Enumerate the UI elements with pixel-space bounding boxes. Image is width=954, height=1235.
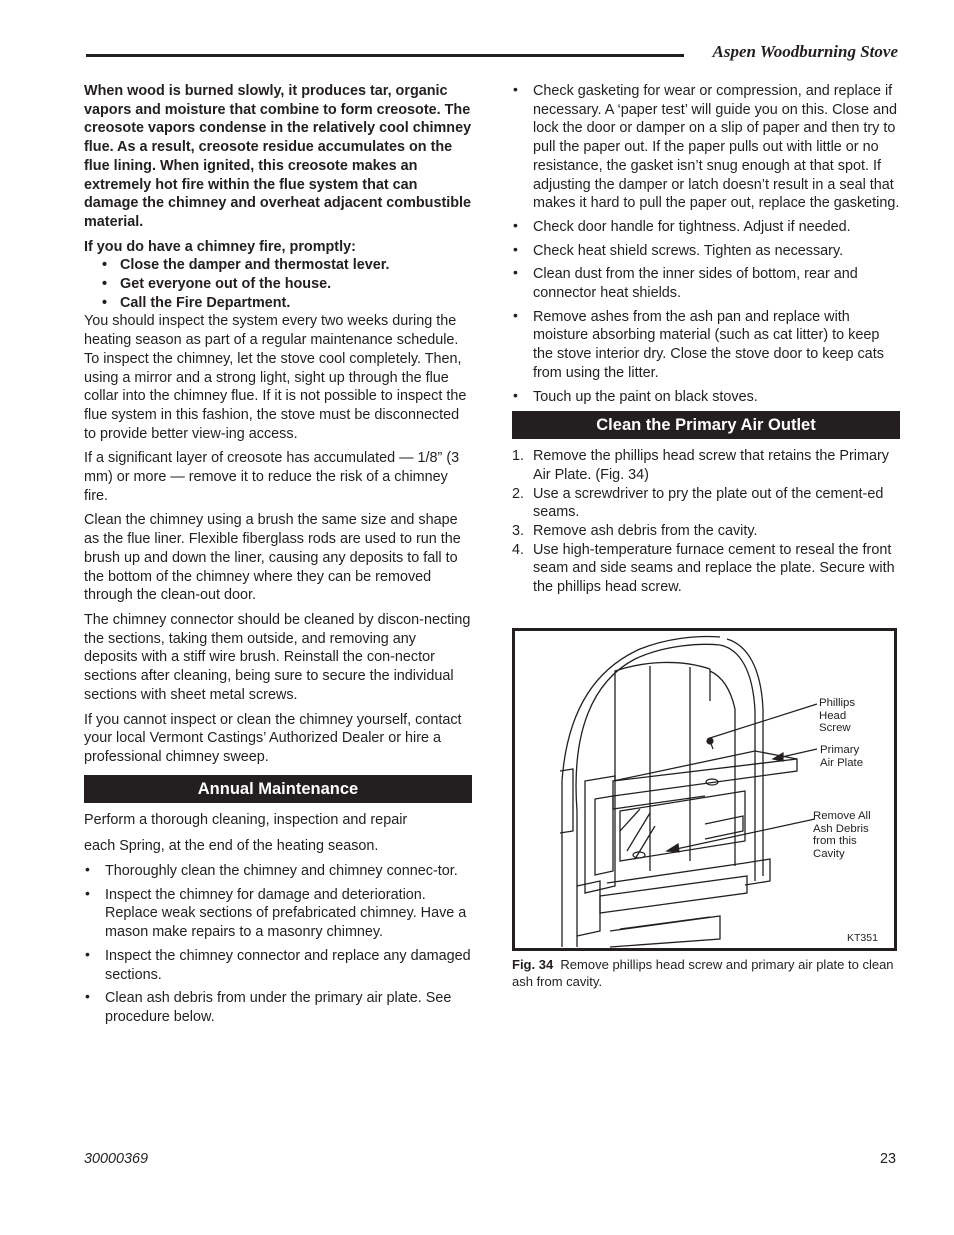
list-item: • Clean dust from the inner sides of bottom, rear and connector heat shields. bbox=[512, 265, 900, 302]
header-title: Aspen Woodburning Stove bbox=[712, 42, 898, 61]
list-item: • Remove ashes from the ash pan and replace with moisture absorbing material (such as cat litter) to keep the stove interior dry. Close the stove door to keep cats from using the litter. bbox=[512, 308, 900, 383]
outlet-steps bbox=[512, 447, 900, 597]
list-item: • Get everyone out of the house. bbox=[102, 275, 472, 294]
list-item: • Check gasketing for wear or compression, and replace if necessary. A ‘paper test’ will guide you on this. Close and lock the door or damper on a slip of paper and then try to pull the paper out. If the paper pulls out with little or no resistance, the gasket isn’t snug enough at that spot. If adjusting the damper or latch doesn’t result in a seal that makes it hard to pull the paper out, replace the gasketing. bbox=[512, 82, 900, 213]
document-number: 30000369 bbox=[84, 1151, 149, 1167]
list-item: 1. Remove the phillips head screw that retains the Primary Air Plate. (Fig. 34) bbox=[512, 448, 889, 483]
paragraph: Clean the chimney using a brush the same size and shape as the flue liner. Flexible fiberglass rods are used to run the brush up and down the liner, causing any deposits to fall to the bottom of the chimney where they can be removed through the clean-out door. bbox=[84, 512, 461, 604]
label-remove-ash-debris: Remove All Ash Debris from this Cavity bbox=[813, 810, 871, 860]
list-item: • Call the Fire Department. bbox=[102, 294, 472, 313]
chimney-fire-steps bbox=[84, 256, 472, 312]
list-item: • Thoroughly clean the chimney and chimney connec-tor. bbox=[84, 862, 472, 881]
paragraph: You should inspect the system every two weeks during the heating season as part of a regular maintenance schedule. To inspect the chimney, let the stove cool completely. Then, using a mirror and a strong light, sight up through the flue collar into the chimney flue. If it is not possible to inspect the flue system in this fashion, the stove must be disconnected to provide better view-ing access. bbox=[84, 313, 467, 442]
list-item: 3. Remove ash debris from the cavity. bbox=[512, 523, 758, 540]
list-item: • Inspect the chimney connector and replace any damaged sections. bbox=[84, 947, 472, 984]
header-rule bbox=[86, 54, 684, 57]
annual-maintenance-list bbox=[84, 862, 472, 1027]
annual-maintenance-heading: Annual Maintenance bbox=[84, 775, 472, 803]
creosote-warning: When wood is burned slowly, it produces tar, organic vapors and moisture that combine to form creosote. The creosote vapors condense in the relatively cool chimney flue. As a result, creosote residue accumulates on the flue lining. When ignited, this creosote makes an extremely hot fire within the flue system that can damage the chimney and overheat adjacent combustible material. bbox=[84, 83, 472, 230]
figure-caption: Fig. 34 Remove phillips head screw and primary air plate to clean ash from cavity. bbox=[512, 957, 894, 989]
paragraph: If a significant layer of creosote has accumulated — 1/8” (3 mm) or more — remove it to reduce the risk of a chimney fire. bbox=[84, 450, 460, 504]
paragraph: The chimney connector should be cleaned by discon-necting the sections, taking them outside, and removing any deposits with a stiff wire brush. Reinstall the con-nector sections after cleaning, being sure to secure the individual sections with sheet metal screws. bbox=[84, 611, 471, 703]
list-item: • Close the damper and thermostat lever. bbox=[102, 256, 472, 275]
right-column bbox=[512, 82, 900, 597]
list-item: • Clean ash debris from under the primary air plate. See procedure below. bbox=[84, 989, 472, 1026]
list-item: 2. Use a screwdriver to pry the plate out of the cement-ed seams. bbox=[512, 485, 884, 521]
stove-illustration bbox=[515, 631, 894, 948]
list-item: • Touch up the paint on black stoves. bbox=[512, 388, 900, 407]
figure-34 bbox=[512, 628, 897, 951]
list-item: • Inspect the chimney for damage and deterioration. Replace weak sections of prefabricated chimney. Have a mason make repairs to a masonry chimney. bbox=[84, 886, 472, 942]
list-item: 4. Use high-temperature furnace cement to reseal the front seam and side seams and replace the plate. Secure with the phillips head screw. bbox=[512, 541, 895, 596]
list-item: • Check door handle for tightness. Adjust if needed. bbox=[512, 218, 900, 237]
figure-code: KT351 bbox=[847, 932, 878, 944]
list-item: • Check heat shield screws. Tighten as necessary. bbox=[512, 242, 900, 261]
paragraph: If you cannot inspect or clean the chimney yourself, contact your local Vermont Castings’ Authorized Dealer or hire a professional chimney sweep. bbox=[84, 711, 462, 765]
left-column bbox=[84, 82, 472, 1032]
paragraph: Perform a thorough cleaning, inspection and repair bbox=[84, 811, 408, 828]
maintenance-checklist bbox=[512, 82, 900, 406]
page-number: 23 bbox=[879, 1151, 896, 1167]
label-phillips-head-screw: Phillips Head Screw bbox=[819, 697, 856, 734]
paragraph: each Spring, at the end of the heating season. bbox=[84, 838, 379, 855]
label-primary-air-plate: Primary Air Plate bbox=[820, 744, 864, 769]
primary-air-outlet-heading: Clean the Primary Air Outlet bbox=[512, 411, 900, 439]
chimney-fire-intro: If you do have a chimney fire, promptly: bbox=[84, 238, 356, 255]
